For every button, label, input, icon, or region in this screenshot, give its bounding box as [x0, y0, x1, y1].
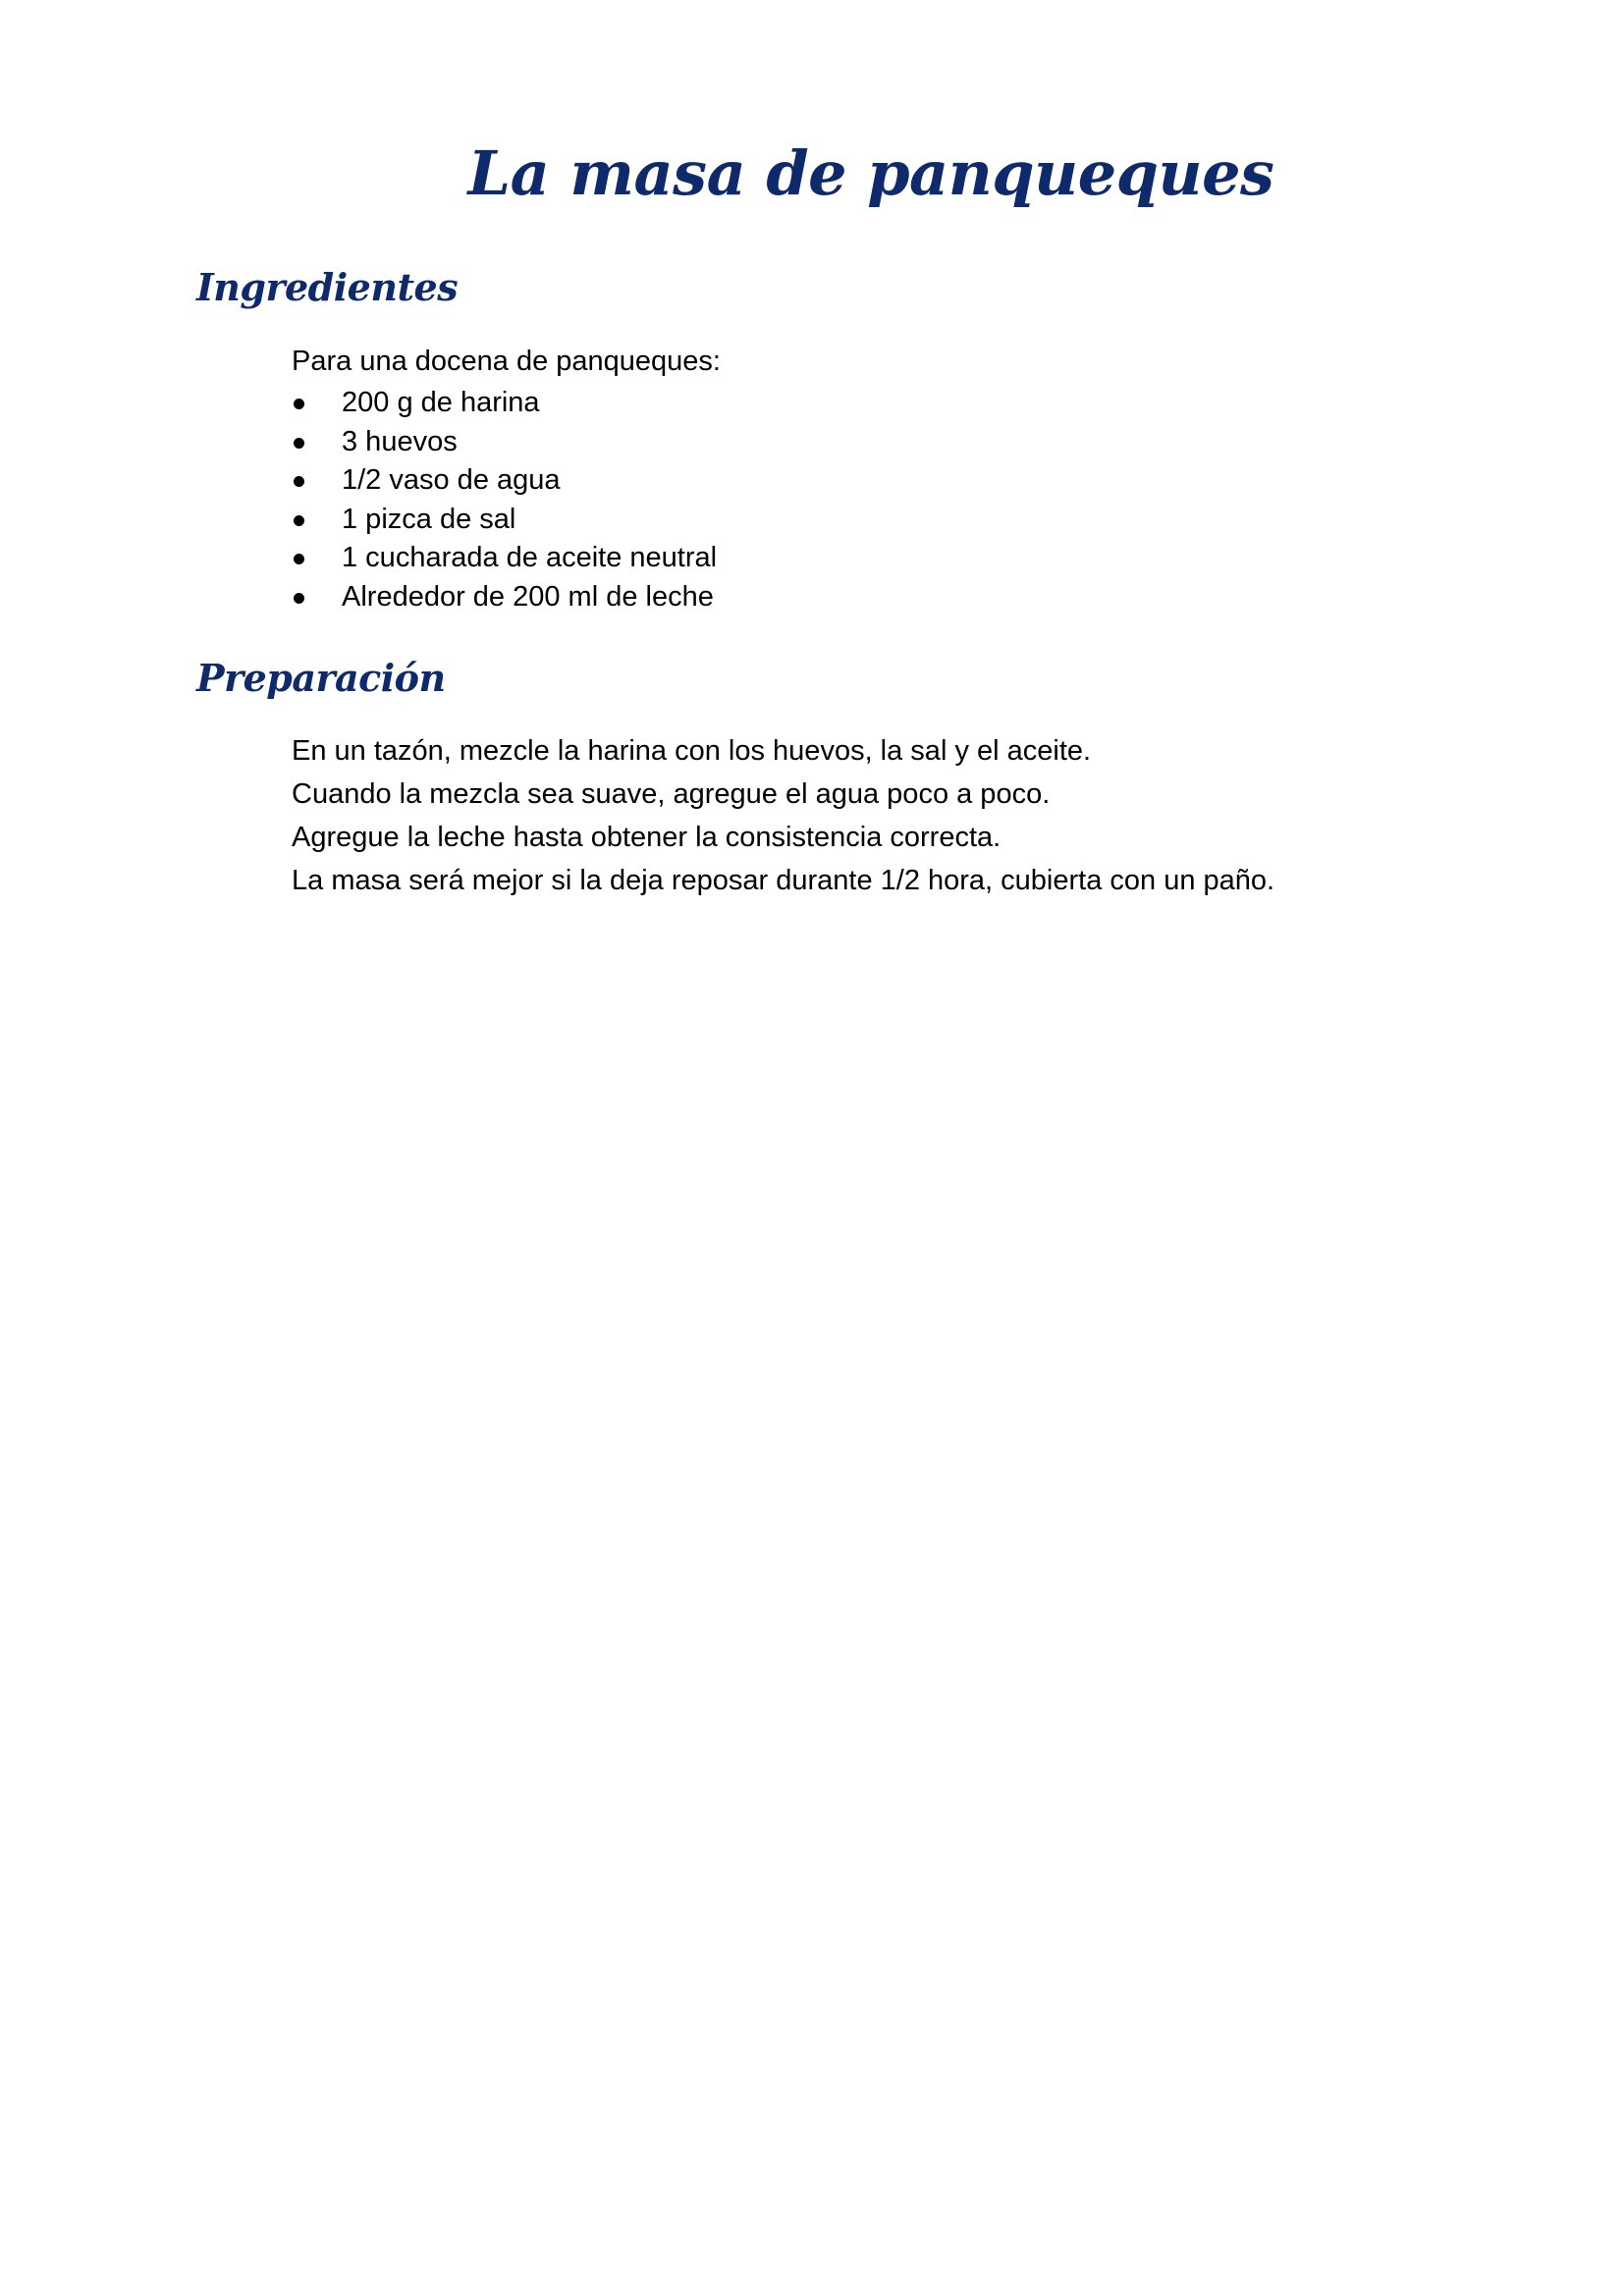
- preparation-step: La masa será mejor si la deja reposar durante 1/2 hora, cubierta con un paño.: [292, 865, 1275, 896]
- list-item: [292, 501, 717, 540]
- ingredients-heading: Ingredientes: [196, 265, 459, 309]
- preparation-step: Cuando la mezcla sea suave, agregue el agua poco a poco.: [292, 778, 1051, 810]
- bullet-icon: [294, 515, 304, 526]
- bullet-icon: [294, 399, 304, 409]
- list-item: [292, 384, 717, 423]
- ingredients-list: [292, 384, 717, 616]
- ingredient-text: 1/2 vaso de agua: [342, 464, 561, 496]
- preparation-heading: Preparación: [196, 656, 446, 700]
- ingredient-text: 1 cucharada de aceite neutral: [342, 542, 718, 573]
- ingredient-text: 3 huevos: [342, 425, 458, 457]
- list-item: [292, 423, 717, 462]
- ingredient-text: 200 g de harina: [342, 387, 540, 418]
- preparation-steps: [292, 729, 1274, 902]
- bullet-icon: [294, 593, 304, 604]
- ingredient-text: Alrededor de 200 ml de leche: [342, 580, 714, 613]
- bullet-icon: [294, 476, 304, 487]
- ingredients-intro: Para una docena de panqueques:: [292, 346, 721, 377]
- page-title: La masa de panqueques: [467, 137, 1274, 209]
- preparation-step: En un tazón, mezcle la harina con los huevos, la sal y el aceite.: [292, 735, 1092, 767]
- ingredient-text: 1 pizca de sal: [342, 503, 516, 535]
- preparation-step: Agregue la leche hasta obtener la consistencia correcta.: [292, 822, 1001, 853]
- list-item: [292, 461, 717, 501]
- list-item: [292, 578, 717, 617]
- bullet-icon: [294, 554, 304, 564]
- bullet-icon: [294, 438, 304, 449]
- list-item: [292, 539, 717, 578]
